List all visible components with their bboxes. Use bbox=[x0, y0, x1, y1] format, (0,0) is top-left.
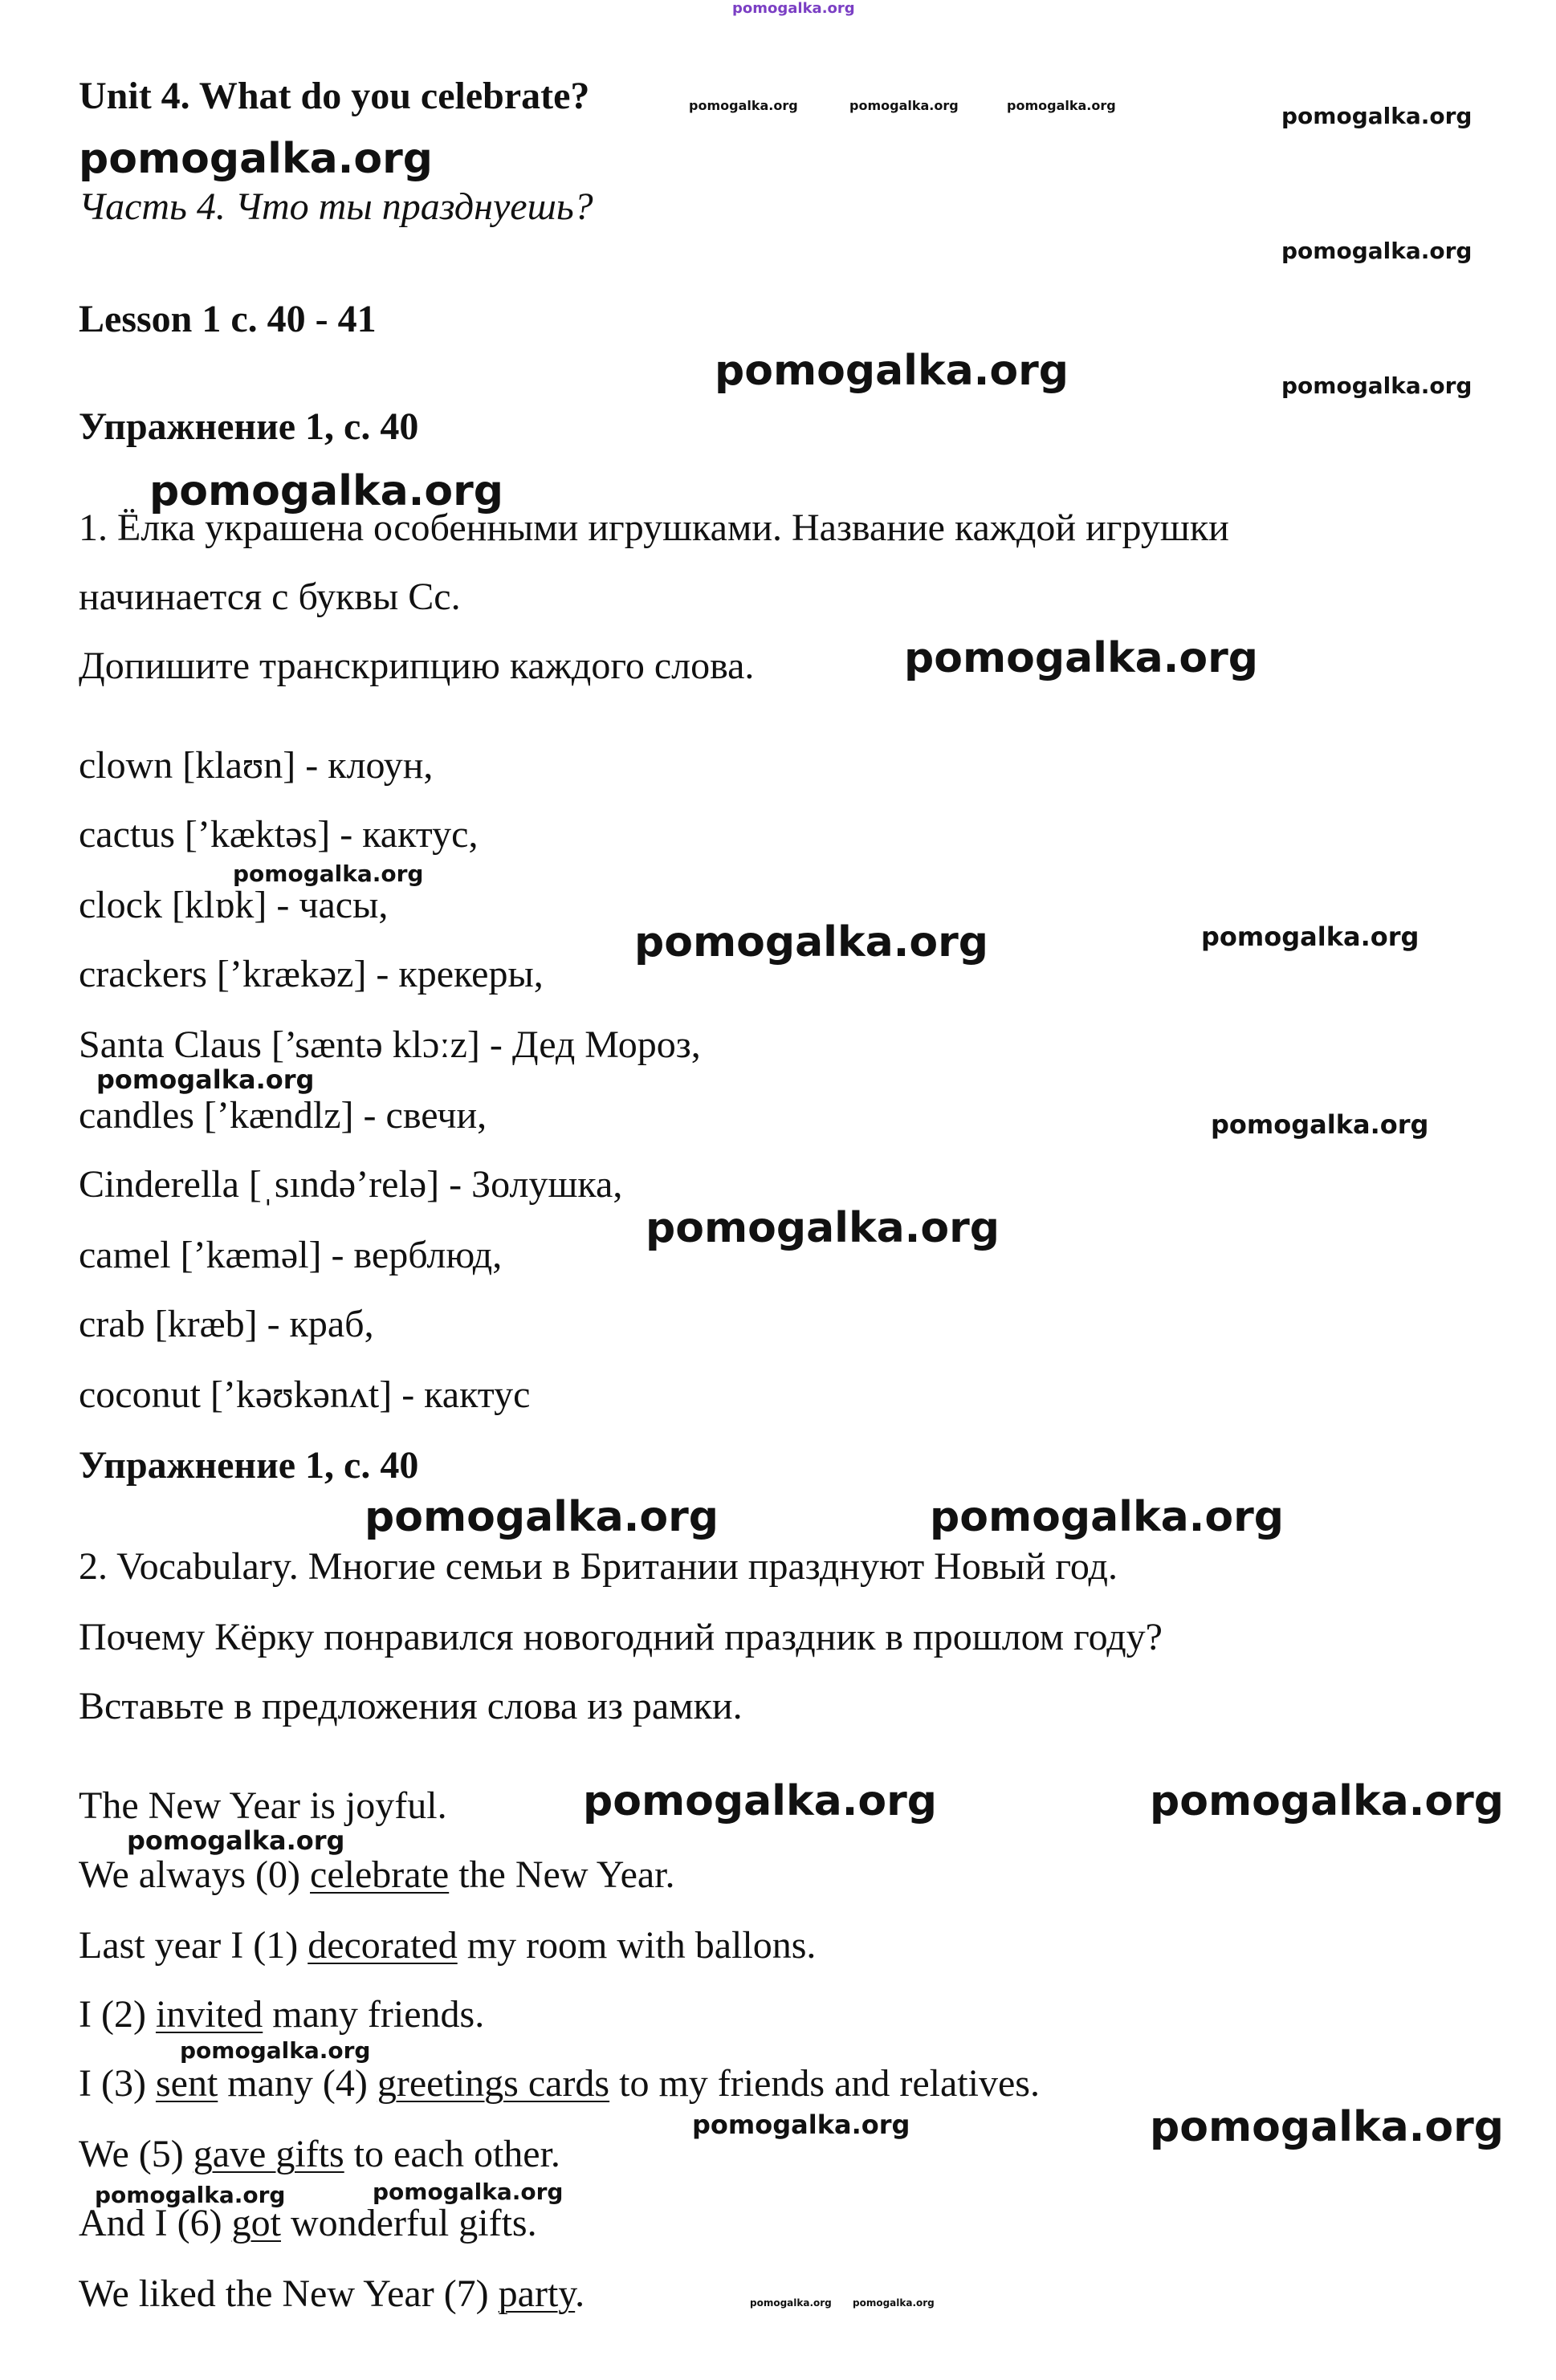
watermark: pomogalka.org bbox=[180, 2037, 371, 2064]
watermark: pomogalka.org bbox=[634, 918, 989, 966]
exercise2-heading: Упражнение 1, с. 40 bbox=[79, 1444, 419, 1487]
word-item: cactus [’kæktəs] - кактус, bbox=[79, 813, 479, 856]
watermark: pomogalka.org bbox=[930, 1493, 1285, 1541]
exercise1-heading: Упражнение 1, с. 40 bbox=[79, 405, 419, 448]
watermark: pomogalka.org bbox=[646, 1204, 1000, 1252]
lesson-heading: Lesson 1 с. 40 - 41 bbox=[79, 298, 377, 340]
watermark: pomogalka.org bbox=[1150, 1777, 1505, 1825]
exercise2-intro-line: 2. Vocabulary. Многие семьи в Британии празднуют Новый год. bbox=[79, 1545, 1118, 1588]
watermark: pomogalka.org bbox=[1007, 98, 1116, 113]
exercise1-intro-line: 1. Ёлка украшена особенными игрушками. Название каждой игрушки bbox=[79, 507, 1229, 549]
sentence-line: I (3) sent many (4) greetings cards to my friends and relatives. bbox=[79, 2062, 1040, 2105]
watermark: pomogalka.org bbox=[1281, 103, 1472, 129]
watermark: pomogalka.org bbox=[365, 1493, 719, 1541]
watermark: pomogalka.org bbox=[853, 2297, 935, 2309]
exercise1-intro-line: начинается с буквы Cc. bbox=[79, 576, 461, 618]
sentence-line: We (5) gave gifts to each other. bbox=[79, 2133, 560, 2175]
watermark: pomogalka.org bbox=[715, 347, 1069, 395]
answer-word: celebrate bbox=[310, 1853, 450, 1896]
watermark: pomogalka.org bbox=[583, 1777, 938, 1825]
word-item: crab [kræb] - краб, bbox=[79, 1303, 374, 1345]
watermark: pomogalka.org bbox=[79, 135, 434, 183]
watermark: pomogalka.org bbox=[373, 2179, 564, 2205]
watermark: pomogalka.org bbox=[1281, 372, 1472, 399]
answer-word: decorated bbox=[308, 1924, 458, 1967]
word-item: crackers [’krækəz] - крекеры, bbox=[79, 953, 544, 995]
word-item: Cinderella [ˌsındə’relə] - Золушка, bbox=[79, 1163, 623, 1206]
watermark: pomogalka.org bbox=[849, 98, 959, 113]
answer-word: gave gifts bbox=[193, 2133, 344, 2175]
word-item: camel [’kæməl] - верблюд, bbox=[79, 1234, 503, 1276]
watermark: pomogalka.org bbox=[1201, 921, 1420, 952]
word-item: clock [klɒk] - часы, bbox=[79, 884, 389, 926]
sentence-line: We liked the New Year (7) party. bbox=[79, 2272, 585, 2315]
exercise2-intro-line: Вставьте в предложения слова из рамки. bbox=[79, 1685, 743, 1727]
watermark: pomogalka.org bbox=[1281, 238, 1472, 264]
unit-title: Unit 4. What do you celebrate? bbox=[79, 75, 590, 117]
answer-word: sent bbox=[155, 2062, 218, 2105]
sentence-line: We always (0) celebrate the New Year. bbox=[79, 1853, 675, 1896]
watermark: pomogalka.org bbox=[1211, 1109, 1429, 1140]
sentence-line: The New Year is joyful. bbox=[79, 1784, 447, 1827]
watermark: pomogalka.org bbox=[904, 634, 1259, 682]
sentence-line: And I (6) got wonderful gifts. bbox=[79, 2202, 537, 2244]
watermark: pomogalka.org bbox=[127, 1825, 345, 1856]
watermark: pomogalka.org bbox=[149, 467, 504, 515]
watermark: pomogalka.org bbox=[95, 2182, 286, 2208]
watermark: pomogalka.org bbox=[689, 98, 798, 113]
exercise1-intro-line: Допишите транскрипцию каждого слова. bbox=[79, 645, 755, 687]
answer-word: got bbox=[231, 2202, 281, 2244]
word-item: coconut [’kəʊkənʌt] - кактус bbox=[79, 1373, 531, 1416]
word-item: Santa Claus [’sæntə klɔːz] - Дед Мороз, bbox=[79, 1023, 701, 1066]
site-top-link[interactable]: pomogalka.org bbox=[732, 0, 855, 17]
watermark: pomogalka.org bbox=[750, 2297, 832, 2309]
watermark: pomogalka.org bbox=[233, 860, 424, 887]
answer-word: party bbox=[498, 2272, 576, 2315]
exercise2-intro-line: Почему Кёрку понравился новогодний праздник в прошлом году? bbox=[79, 1616, 1163, 1658]
word-item: candles [’kændlz] - свечи, bbox=[79, 1094, 487, 1137]
watermark: pomogalka.org bbox=[692, 2109, 910, 2140]
answer-word: invited bbox=[155, 1993, 263, 2036]
sentence-line: I (2) invited many friends. bbox=[79, 1993, 485, 2036]
unit-title-ru: Часть 4. Что ты празднуешь? bbox=[79, 185, 593, 228]
answer-word: greetings cards bbox=[377, 2062, 610, 2105]
watermark: pomogalka.org bbox=[1150, 2103, 1505, 2151]
word-item: clown [klaʊn] - клоун, bbox=[79, 744, 434, 787]
watermark: pomogalka.org bbox=[96, 1064, 315, 1095]
sentence-line: Last year I (1) decorated my room with ballons. bbox=[79, 1924, 817, 1967]
